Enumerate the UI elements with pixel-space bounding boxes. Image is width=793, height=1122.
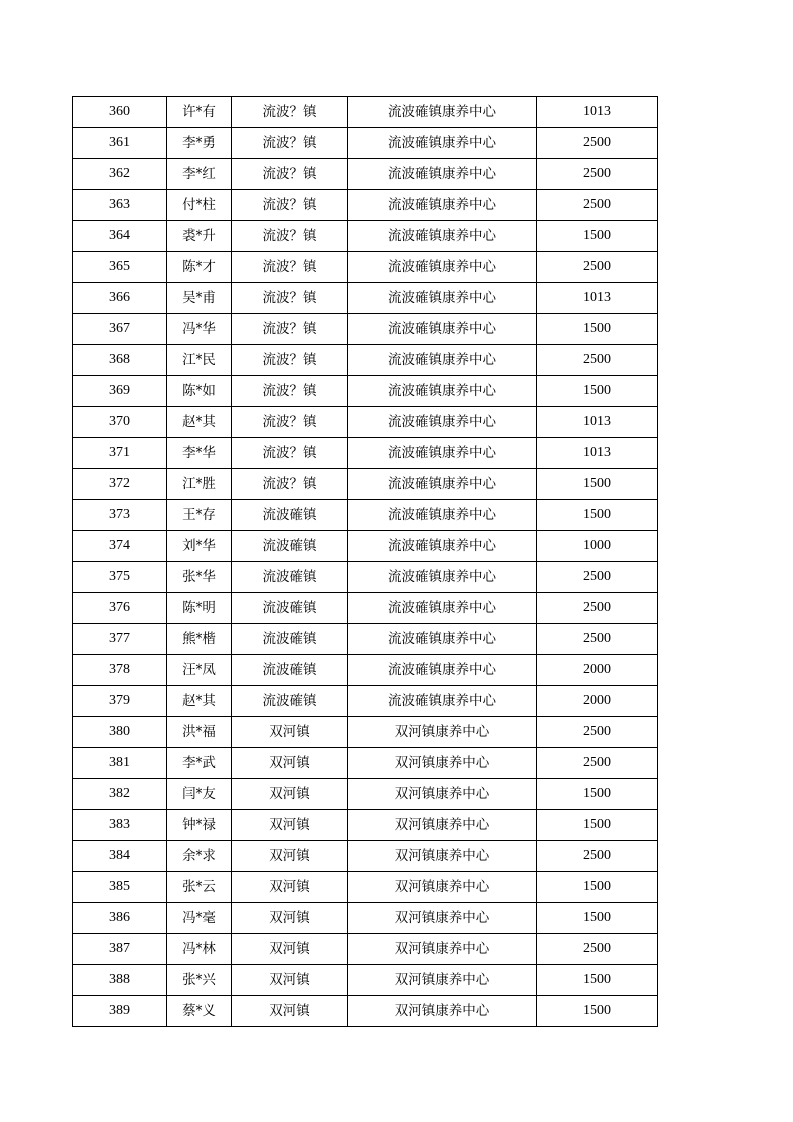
table-row [73,748,658,779]
name-cell: 王*存 [167,500,232,531]
row-number-cell: 369 [73,376,167,407]
town-cell: 双河镇 [232,872,348,903]
name-cell: 李*武 [167,748,232,779]
facility-cell: 流波確镇康养中心 [348,407,537,438]
amount-cell: 1500 [537,376,658,407]
table-row [73,810,658,841]
table-row [73,500,658,531]
name-cell: 熊*楷 [167,624,232,655]
table-row [73,345,658,376]
row-number-cell: 363 [73,190,167,221]
facility-cell: 双河镇康养中心 [348,841,537,872]
row-number-cell: 376 [73,593,167,624]
facility-cell: 流波確镇康养中心 [348,500,537,531]
town-cell: 流波確镇 [232,686,348,717]
town-cell: 流波確镇 [232,593,348,624]
table-row [73,252,658,283]
amount-cell: 1500 [537,872,658,903]
row-number-cell: 381 [73,748,167,779]
town-cell: 流波？镇 [232,252,348,283]
table-row [73,562,658,593]
table-row [73,903,658,934]
amount-cell: 1500 [537,965,658,996]
town-cell: 双河镇 [232,903,348,934]
facility-cell: 双河镇康养中心 [348,903,537,934]
facility-cell: 流波確镇康养中心 [348,345,537,376]
table-row [73,872,658,903]
amount-cell: 1013 [537,407,658,438]
town-cell: 流波確镇 [232,531,348,562]
name-cell: 陈*如 [167,376,232,407]
name-cell: 赵*其 [167,686,232,717]
amount-cell: 2500 [537,841,658,872]
table-row [73,965,658,996]
facility-cell: 流波確镇康养中心 [348,221,537,252]
town-cell: 双河镇 [232,779,348,810]
town-cell: 双河镇 [232,748,348,779]
row-number-cell: 365 [73,252,167,283]
facility-cell: 双河镇康养中心 [348,810,537,841]
name-cell: 张*云 [167,872,232,903]
town-cell: 流波確镇 [232,562,348,593]
table-row [73,97,658,128]
name-cell: 刘*华 [167,531,232,562]
amount-cell: 2500 [537,717,658,748]
table-row [73,190,658,221]
table-row [73,376,658,407]
table-row [73,624,658,655]
data-table [72,96,658,1027]
amount-cell: 2500 [537,128,658,159]
row-number-cell: 373 [73,500,167,531]
name-cell: 赵*其 [167,407,232,438]
name-cell: 江*胜 [167,469,232,500]
facility-cell: 流波確镇康养中心 [348,438,537,469]
name-cell: 汪*凤 [167,655,232,686]
name-cell: 李*华 [167,438,232,469]
town-cell: 流波？镇 [232,159,348,190]
row-number-cell: 385 [73,872,167,903]
amount-cell: 1000 [537,531,658,562]
town-cell: 双河镇 [232,965,348,996]
table-row [73,438,658,469]
table-row [73,717,658,748]
table-row [73,655,658,686]
amount-cell: 1500 [537,996,658,1027]
amount-cell: 2500 [537,934,658,965]
amount-cell: 2500 [537,252,658,283]
row-number-cell: 388 [73,965,167,996]
name-cell: 闫*友 [167,779,232,810]
facility-cell: 流波確镇康养中心 [348,252,537,283]
row-number-cell: 361 [73,128,167,159]
amount-cell: 1500 [537,810,658,841]
row-number-cell: 374 [73,531,167,562]
name-cell: 江*民 [167,345,232,376]
name-cell: 冯*林 [167,934,232,965]
table-row [73,531,658,562]
amount-cell: 1500 [537,221,658,252]
facility-cell: 双河镇康养中心 [348,965,537,996]
row-number-cell: 377 [73,624,167,655]
facility-cell: 流波確镇康养中心 [348,283,537,314]
amount-cell: 1500 [537,500,658,531]
row-number-cell: 384 [73,841,167,872]
row-number-cell: 364 [73,221,167,252]
town-cell: 双河镇 [232,810,348,841]
row-number-cell: 371 [73,438,167,469]
name-cell: 吴*甫 [167,283,232,314]
name-cell: 冯*华 [167,314,232,345]
row-number-cell: 386 [73,903,167,934]
town-cell: 流波？镇 [232,314,348,345]
row-number-cell: 380 [73,717,167,748]
row-number-cell: 360 [73,97,167,128]
facility-cell: 流波確镇康养中心 [348,655,537,686]
amount-cell: 1013 [537,97,658,128]
facility-cell: 流波確镇康养中心 [348,97,537,128]
town-cell: 流波？镇 [232,407,348,438]
amount-cell: 1500 [537,314,658,345]
row-number-cell: 370 [73,407,167,438]
table-row [73,159,658,190]
name-cell: 余*求 [167,841,232,872]
town-cell: 流波確镇 [232,624,348,655]
amount-cell: 2500 [537,748,658,779]
amount-cell: 2000 [537,655,658,686]
town-cell: 流波？镇 [232,221,348,252]
table-row [73,314,658,345]
name-cell: 裘*升 [167,221,232,252]
row-number-cell: 367 [73,314,167,345]
town-cell: 双河镇 [232,841,348,872]
amount-cell: 2500 [537,624,658,655]
town-cell: 流波？镇 [232,190,348,221]
facility-cell: 流波確镇康养中心 [348,376,537,407]
facility-cell: 流波確镇康养中心 [348,593,537,624]
amount-cell: 2000 [537,686,658,717]
row-number-cell: 372 [73,469,167,500]
row-number-cell: 366 [73,283,167,314]
amount-cell: 1500 [537,903,658,934]
town-cell: 双河镇 [232,717,348,748]
table-row [73,934,658,965]
table-row [73,686,658,717]
amount-cell: 2500 [537,593,658,624]
town-cell: 流波？镇 [232,376,348,407]
facility-cell: 流波確镇康养中心 [348,469,537,500]
table-row [73,283,658,314]
facility-cell: 双河镇康养中心 [348,779,537,810]
amount-cell: 1013 [537,438,658,469]
name-cell: 洪*福 [167,717,232,748]
row-number-cell: 389 [73,996,167,1027]
row-number-cell: 375 [73,562,167,593]
town-cell: 流波確镇 [232,655,348,686]
facility-cell: 流波確镇康养中心 [348,562,537,593]
table-row [73,593,658,624]
name-cell: 李*红 [167,159,232,190]
row-number-cell: 378 [73,655,167,686]
name-cell: 冯*毫 [167,903,232,934]
name-cell: 许*有 [167,97,232,128]
facility-cell: 流波確镇康养中心 [348,314,537,345]
table-row [73,469,658,500]
amount-cell: 2500 [537,190,658,221]
facility-cell: 流波確镇康养中心 [348,190,537,221]
town-cell: 流波？镇 [232,283,348,314]
facility-cell: 流波確镇康养中心 [348,686,537,717]
amount-cell: 1500 [537,779,658,810]
town-cell: 流波？镇 [232,469,348,500]
town-cell: 流波？镇 [232,97,348,128]
table-body [73,97,658,1027]
facility-cell: 流波確镇康养中心 [348,624,537,655]
table-row [73,407,658,438]
facility-cell: 双河镇康养中心 [348,872,537,903]
town-cell: 流波？镇 [232,438,348,469]
row-number-cell: 387 [73,934,167,965]
town-cell: 流波？镇 [232,345,348,376]
row-number-cell: 362 [73,159,167,190]
name-cell: 蔡*义 [167,996,232,1027]
amount-cell: 2500 [537,562,658,593]
name-cell: 钟*禄 [167,810,232,841]
facility-cell: 流波確镇康养中心 [348,531,537,562]
name-cell: 付*柱 [167,190,232,221]
facility-cell: 双河镇康养中心 [348,934,537,965]
table-row [73,841,658,872]
table-row [73,996,658,1027]
name-cell: 张*华 [167,562,232,593]
row-number-cell: 379 [73,686,167,717]
table-row [73,221,658,252]
name-cell: 陈*才 [167,252,232,283]
town-cell: 流波確镇 [232,500,348,531]
row-number-cell: 383 [73,810,167,841]
row-number-cell: 368 [73,345,167,376]
amount-cell: 1013 [537,283,658,314]
name-cell: 张*兴 [167,965,232,996]
town-cell: 双河镇 [232,996,348,1027]
town-cell: 双河镇 [232,934,348,965]
facility-cell: 双河镇康养中心 [348,996,537,1027]
amount-cell: 2500 [537,159,658,190]
amount-cell: 1500 [537,469,658,500]
facility-cell: 双河镇康养中心 [348,748,537,779]
table-row [73,779,658,810]
facility-cell: 流波確镇康养中心 [348,128,537,159]
town-cell: 流波？镇 [232,128,348,159]
facility-cell: 双河镇康养中心 [348,717,537,748]
row-number-cell: 382 [73,779,167,810]
name-cell: 李*勇 [167,128,232,159]
name-cell: 陈*明 [167,593,232,624]
table-row [73,128,658,159]
facility-cell: 流波確镇康养中心 [348,159,537,190]
amount-cell: 2500 [537,345,658,376]
